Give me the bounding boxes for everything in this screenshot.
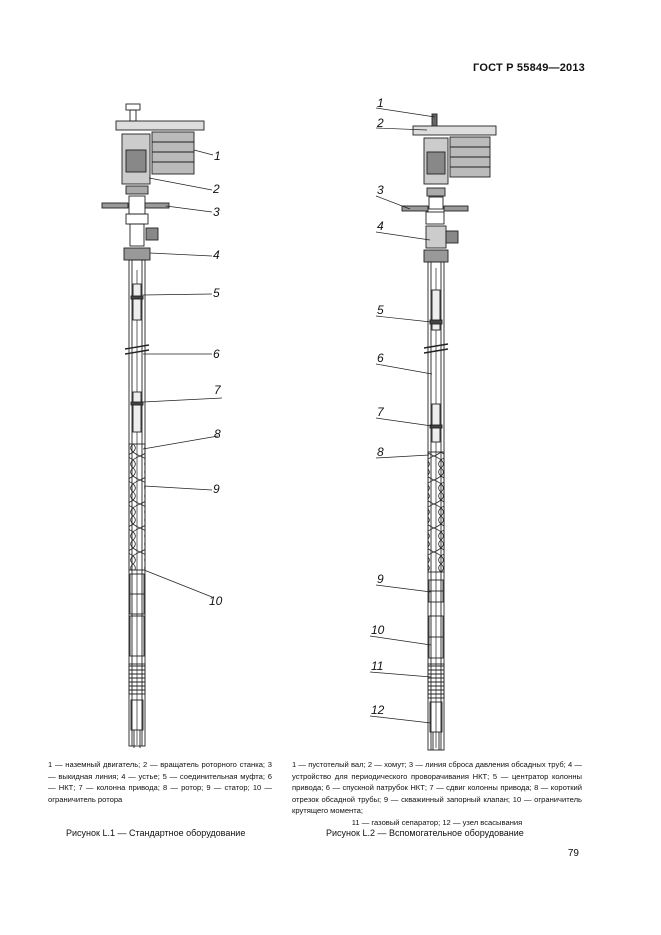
figure-2-legend	[292, 759, 582, 828]
fig2-callout-7: 7	[377, 405, 384, 419]
fig2-callout-10: 10	[371, 623, 385, 637]
figure-2-legend-main: 1 — пустотелый вал; 2 — хомут; 3 — линия сброса давления обсадных труб; 4 — устройство для периодического проворачивания НКТ; 5 — центратор колонны привода; 6 — спускной патрубок НКТ; 7 — сдвиг колонны привода; 8 — короткий отрезок обсадной трубы; 9 — скважинный запорный клапан; 10 — ограничитель крутящего момента;	[292, 760, 582, 815]
fig2-callout-3: 3	[377, 183, 384, 197]
fig2-callout-5: 5	[377, 303, 384, 317]
figure-2-caption: Рисунок L.2 — Вспомогательное оборудование	[326, 828, 524, 838]
fig1-callout-3: 3	[213, 205, 220, 219]
fig1-callout-10: 10	[209, 594, 223, 608]
figure-2-legend-tail: 11 — газовый сепаратор; 12 — узел всасывания	[351, 817, 523, 827]
fig2-callout-9: 9	[377, 572, 384, 586]
figure-1-legend: 1 — наземный двигатель; 2 — вращатель роторного станка; 3 — выкидная линия; 4 — устье; 5 — соединительная муфта; 6 — НКТ; 7 — колонна привода; 8 — ротор; 9 — статор; 10 — ограничитель ротора	[48, 760, 272, 804]
fig1-callout-9: 9	[213, 482, 220, 496]
fig1-callout-1: 1	[214, 149, 221, 163]
fig2-callout-6: 6	[377, 351, 384, 365]
fig2-callout-12: 12	[371, 703, 385, 717]
fig2-callout-4: 4	[377, 219, 384, 233]
fig1-callout-8: 8	[214, 427, 221, 441]
fig1-callout-6: 6	[213, 347, 220, 361]
fig1-callout-7: 7	[214, 383, 221, 397]
figure-1-caption: Рисунок L.1 — Стандартное оборудование	[66, 828, 246, 838]
figure-2-callouts	[371, 96, 385, 717]
fig2-callout-11: 11	[371, 659, 384, 673]
figure-1-drawing	[102, 104, 222, 748]
document-standard-header: ГОСТ Р 55849—2013	[473, 62, 585, 74]
fig1-callout-5: 5	[213, 286, 220, 300]
fig2-callout-8: 8	[377, 445, 384, 459]
fig1-callout-4: 4	[213, 248, 220, 262]
figure-2-drawing	[370, 108, 496, 750]
fig1-callout-2: 2	[213, 182, 220, 196]
fig2-callout-2: 2	[377, 116, 384, 130]
page-number: 79	[567, 848, 579, 859]
figure-1-callouts	[209, 149, 223, 608]
fig2-callout-1: 1	[377, 96, 384, 110]
